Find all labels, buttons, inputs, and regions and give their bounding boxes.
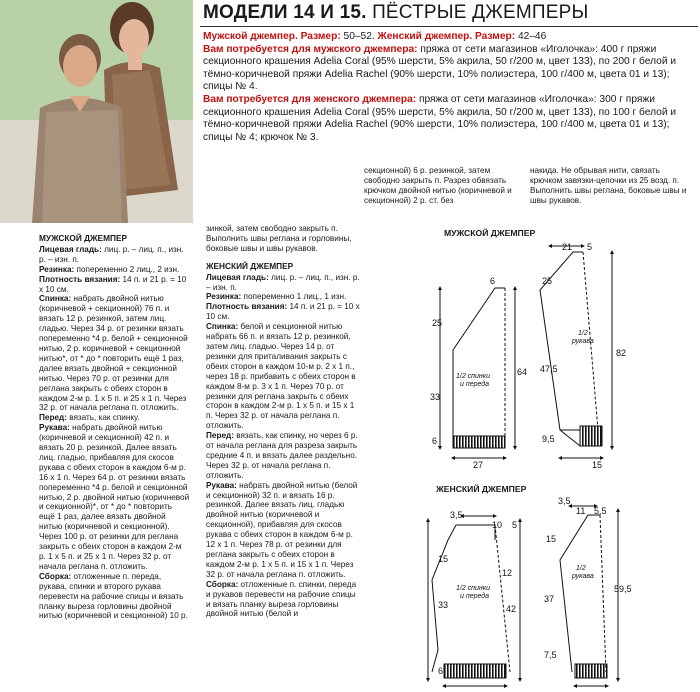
page-title — [200, 2, 698, 27]
dim-label-ws-h-upper: 15 — [546, 534, 557, 544]
dim-label-m-h-total: 64 — [517, 367, 528, 377]
women-p1-label: Лицевая гладь: — [206, 272, 269, 282]
men-p4-text: набрать двойной нитью (коричневой + секционной) 76 п. и вязать 12 р. резинкой, затем лиц. гладью. Через 34 р. от резинки вязать попеременно *4 р. белой + секционной нитью, 2 р. коричневой + секционной нитью*, от * до * повторить ещё 1 раз, далее вязать двойной + секционной нитью. Через 70 р. от резинки для реглана закрыть с обеих сторон в каждом 2-м р. 1 х 5 п. и 25 х 1 п. Через 32 р. от начала реглана п. отложить. — [39, 294, 188, 413]
dim-label-ms-h-rib: 9,5 — [542, 434, 555, 444]
dim-label-ms-cap: 5 — [587, 242, 593, 252]
pattern-diagrams — [420, 240, 700, 690]
title-bold: МОДЕЛИ 14 И 15. — [203, 2, 367, 23]
women-p4-text: белой и секционной нитью набрать 66 п. и вязать 12 р. резинкой, затем лиц. гладью. Через 14 р. от резинки для приталивания закрыть с обеих сторон в каждом 10-м р. 2 х 1 п., через 18 р. прибавить с обеих сторон в каждом 8-м р. 3 х 1 п. Через 70 р. от резинки для реглана закрыть с обеих сторон в каждом 2-м р. 1 х 5 п. и 15 х 1 п. Через 32 р. от начала реглана п. отложить. — [206, 322, 356, 431]
men-p5-text: вязать, как спинку. — [66, 413, 140, 423]
article-header — [200, 2, 698, 144]
women-p6-text: набрать двойной нитью (белой и секционной) 32 п. и вязать 16 р. резинкой. Далее вязать лиц. гладью двойной нитью (коричневой и секционной), прибавляя для скосов рукава с обеих сторон в каждом 6-м р. 12 х 1 п. Через 78 р. от резинки для реглана закрыть с обеих сторон в каждом 2-м р. 1 х 5 п. и 15 х 1 п. Через 32 р. от начала реглана п. отложить. — [206, 480, 358, 579]
materials-women — [203, 94, 698, 144]
men-p6-label: Рукава: — [39, 423, 70, 433]
title-rest: ПЁСТРЫЕ ДЖЕМПЕРЫ — [366, 2, 589, 23]
dim-label-ms-h-total: 82 — [616, 348, 627, 358]
women-p7-text: отложенные п. спинки, переда и рукавов перевести на рабочие спицы и вязать планку выреза горловины двойной нитью (белой и — [206, 579, 357, 619]
assembly-text-2: накида. Не обрывая нити, связать крючком завязки-цепочки из 25 возд. п. Выполнить швы реглана, боковые швы и швы рукавов. — [530, 166, 687, 205]
dim-label-m-h-rib: 6 — [432, 436, 438, 446]
men-p7 — [39, 572, 190, 622]
dim-label-w-h-a: 12 — [502, 568, 513, 578]
men-p5-label: Перед: — [39, 413, 67, 423]
men-heading: МУЖСКОЙ ДЖЕМПЕР — [39, 233, 128, 243]
size-women-label: Женский джемпер. Размер: — [377, 31, 516, 42]
men-p6 — [39, 423, 190, 572]
assembly-continued-2 — [530, 166, 690, 206]
men-p4-label: Спинка: — [39, 294, 72, 304]
women-p7 — [206, 580, 360, 620]
dim-label-ws-h-mid: 37 — [544, 594, 555, 604]
assembly-text-1: секционной) 6 р. резинкой, затем свободно закрыть п. Разрез обвязать крючком двойной нитью (коричневой и секционной) 2 р. ст. без — [364, 166, 512, 205]
men-p2-text: попеременно 2 лиц., 2 изн. — [74, 264, 180, 274]
men-p7-label: Сборка: — [39, 571, 72, 581]
men-diagram-title: МУЖСКОЙ ДЖЕМПЕР — [444, 228, 536, 238]
women-p4-label: Спинка: — [206, 322, 239, 332]
women-p2-text: попеременно 1 лиц., 1 изн. — [241, 292, 347, 302]
women-p2-label: Резинка: — [206, 292, 242, 302]
men-p6-text: набрать двойной нитью (коричневой и секционной) 42 п. и вязать 20 р. резинкой. Далее вязать лиц. гладью, прибавляя для скосов рукава с обеих сторон в каждом 6-м р. 16 х 1 п. Через 64 р. от резинки вязать попеременно *4 р. белой и секционной нитью, 2 р. двойной нитью (коричневой и секционной)*, от * до * повторить ещё 1 раз, далее вязать двойной нитью (коричневой и секционной). Через 100 р. от резинки для реглана закрыть с обеих сторон в каждом 2-м р. 1 х 5 п. и 25 х 1 п. Через 32 р. от начала реглана п. отложить. — [39, 423, 190, 571]
dim-label-ms-h-upper: 25 — [542, 276, 553, 286]
women-p7-label: Сборка: — [206, 579, 239, 589]
size-men-label: Мужской джемпер. Размер: — [203, 31, 341, 42]
dim-label-ms-width: 15 — [592, 460, 603, 470]
men-instructions — [39, 234, 190, 621]
women-p6-label: Рукава: — [206, 480, 237, 490]
women-p3-label: Плотность вязания: — [206, 302, 288, 312]
dim-label-ms-h-mid: 47,5 — [540, 364, 558, 374]
men-p4 — [39, 294, 190, 413]
dim-label-w-n1: 3,5 — [450, 510, 463, 520]
dim-label-ws-top: 11 — [576, 506, 586, 516]
size-women-value: 42–46 — [515, 31, 547, 42]
dim-label-m-h-upper: 25 — [432, 318, 443, 328]
women-instructions — [206, 224, 360, 619]
men-p1-text: лиц. р. – лиц. п., изн. р. – изн. п. — [39, 244, 184, 264]
dim-label-m-h-mid: 33 — [430, 392, 441, 402]
women-p3 — [206, 302, 360, 322]
women-heading: ЖЕНСКИЙ ДЖЕМПЕР — [206, 260, 294, 271]
dim-label-ws-n1: 3,5 — [558, 496, 571, 506]
men-continued: зинкой, затем свободно закрыть п. Выполнить швы реглана и горловины, боковые швы и швы рукавов. — [206, 224, 352, 253]
assembly-continued-1 — [364, 166, 516, 206]
dim-label-ws-h-total: 59,5 — [614, 584, 632, 594]
men-p2-label: Резинка: — [39, 264, 75, 274]
dim-label-ws-half1: 1/2 — [576, 565, 586, 572]
need-women-text: пряжа от сети магазинов «Иголочка»: 300 г пряжи секционного крашения Adelia Coral (95% шерсти, 5% акрила, 50 г/200 м, цвет 133), по 100 г белой и тёмно-коричневой пряжи Adelia Rachel (90% шерсти, 10% полиэстера, 100 г/400 м, цвета 01 и 13); спицы № 4; крючок № 3. — [203, 93, 677, 143]
men-p3-label: Плотность вязания: — [39, 274, 121, 284]
women-p4 — [206, 322, 360, 431]
dim-label-ws-h-rib: 7,5 — [544, 650, 557, 660]
dim-label-w-half1: 1/2 спинки — [456, 585, 490, 592]
size-men-value: 50–52. — [340, 31, 378, 42]
women-p5-text: вязать, как спинку, но через 6 р. от начала реглана для разреза закрыть средние 4 п. и вязать далее раздельно. Через 32 р. от начала реглана п. отложить. — [206, 431, 358, 480]
men-p3 — [39, 275, 190, 295]
women-p5-label: Перед: — [206, 431, 234, 441]
dim-label-ms-half1: 1/2 — [578, 330, 588, 337]
models-photo-illustration — [0, 0, 193, 223]
dim-label-w-half2: и переда — [460, 593, 490, 600]
men-p5 — [39, 413, 190, 423]
men-p2 — [39, 265, 190, 275]
need-men-text: пряжа от сети магазинов «Иголочка»: 400 г пряжи секционного крашения Adelia Coral (95% шерсти, 5% акрила, 50 г/200 м, цвет 133), по 200 г белой и тёмно-коричневой пряжи Adelia Rachel (90% шерсти, 10% полиэстера, 100 г/400 м, цвета 01 и 13); спицы № 4. — [203, 43, 677, 93]
dim-label-ms-top: 21 — [562, 242, 573, 252]
need-men-label: Вам потребуется для мужского джемпера: — [203, 43, 418, 55]
women-p3-text: 14 п. и 21 р. = 10 х 10 см. — [206, 302, 360, 322]
men-p3-text: 14 п. и 21 р. = 10 х 10 см. — [39, 274, 187, 294]
women-diagram-title: ЖЕНСКИЙ ДЖЕМПЕР — [436, 484, 527, 494]
dim-label-ms-half2: рукава — [572, 338, 594, 345]
dim-label-m-half1: 1/2 спинки — [456, 373, 490, 380]
women-p1-text: лиц. р. – лиц. п., изн. р. – изн. п. — [206, 272, 360, 292]
dim-label-m-top: 6 — [490, 276, 496, 286]
materials-intro — [203, 31, 698, 144]
women-p1 — [206, 273, 360, 293]
dim-label-m-width: 27 — [473, 460, 484, 470]
models-photo — [0, 0, 193, 223]
dim-label-w-h-mid: 33 — [438, 600, 449, 610]
women-sleeve-shape — [560, 506, 618, 686]
need-women-label: Вам потребуется для женского джемпера: — [203, 93, 417, 105]
women-p5 — [206, 431, 360, 481]
dim-label-ws-cap: 5,5 — [594, 506, 607, 516]
women-p6 — [206, 481, 360, 580]
dim-label-w-h-b: 42 — [506, 604, 517, 614]
dim-label-w-n3: 5 — [512, 520, 518, 530]
dim-label-w-h-upper: 15 — [438, 554, 449, 564]
dim-label-m-half2: и переда — [460, 381, 490, 388]
materials-men — [203, 44, 698, 94]
sizes-line — [203, 31, 698, 44]
dim-label-w-top: 10 — [492, 520, 503, 530]
men-p1-label: Лицевая гладь: — [39, 244, 102, 254]
dim-label-w-h-rib: 6 — [438, 666, 444, 676]
dim-label-ws-half2: рукава — [572, 573, 594, 580]
men-p7-text: отложенные п. переда, рукава, спинки и второго рукава перевести на рабочие спицы и вязать планку выреза горловины двойной нитью (коричневой и секционной) 10 р. — [39, 571, 188, 621]
men-p1 — [39, 245, 190, 265]
women-p2 — [206, 292, 360, 302]
